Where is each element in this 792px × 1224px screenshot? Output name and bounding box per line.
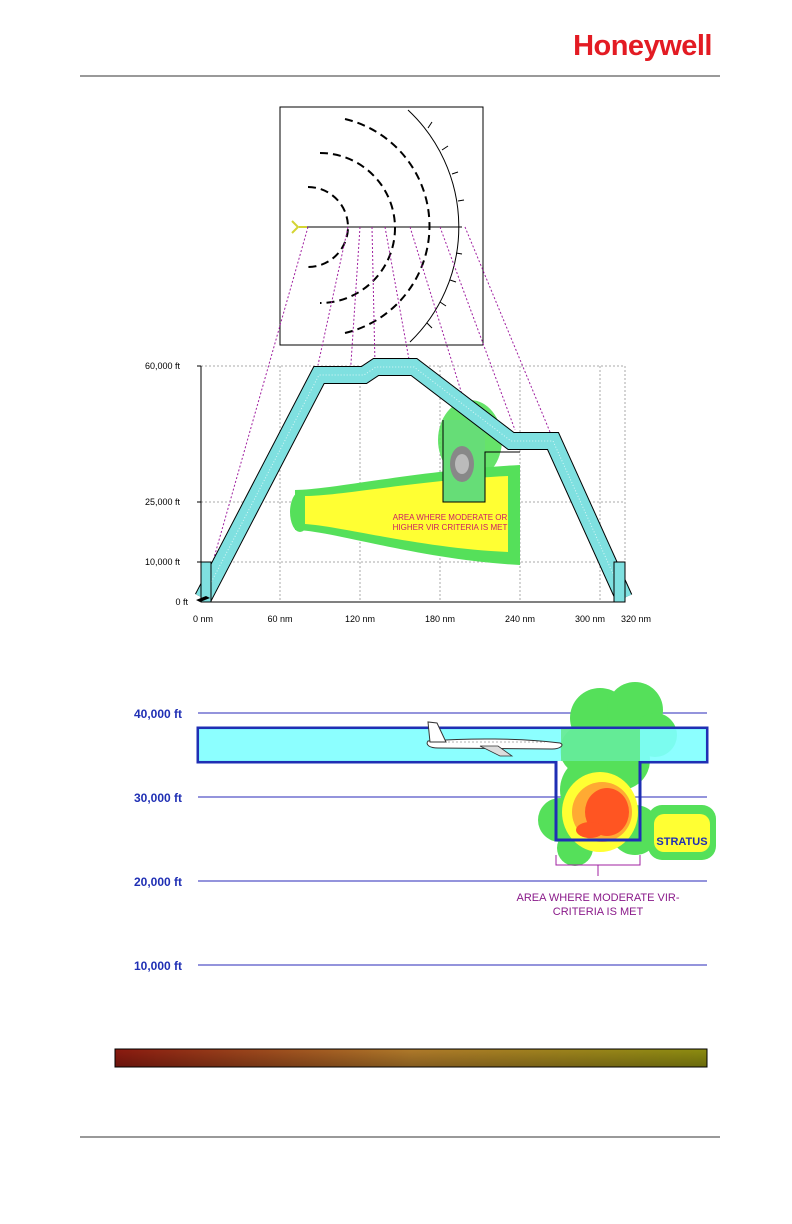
alt-label-30000: 30,000 ft (134, 791, 183, 805)
cross-section-diagram (134, 682, 716, 973)
y-label-10000: 10,000 ft (144, 557, 180, 567)
profile-chart (145, 361, 651, 624)
x-label-300: 300 nm (574, 614, 606, 624)
zone-note-line-2: HIGHER VIR CRITERIA IS MET (392, 523, 508, 532)
x-label-240: 240 nm (504, 614, 536, 624)
x-label-120: 120 nm (344, 614, 376, 624)
zone2-note-line-1: AREA WHERE MODERATE VIR- (516, 892, 680, 904)
x-label-0: 0 nm (192, 614, 214, 624)
arrival-corridor-stub (614, 562, 625, 602)
honeywell-logo: Honeywell (573, 30, 712, 62)
zone2-note-line-2: CRITERIA IS MET (552, 906, 644, 918)
y-ticks (197, 366, 201, 562)
x-label-60: 60 nm (267, 614, 293, 624)
y-label-60000: 60,000 ft (144, 361, 180, 371)
footer-divider (80, 1136, 720, 1138)
corridor-cloud-overlap (561, 729, 640, 761)
radar-panel (280, 107, 483, 345)
y-label-25000: 25,000 ft (144, 497, 180, 507)
x-label-320: 320 nm (620, 614, 652, 624)
alt-label-10000: 10,000 ft (134, 959, 183, 973)
radar-frame (280, 107, 483, 345)
x-label-180: 180 nm (424, 614, 456, 624)
y-label-0: 0 ft (175, 597, 188, 607)
stratus-layer (648, 805, 716, 860)
stratus-label: STRATUS (656, 836, 708, 848)
zone-note-line-1: AREA WHERE MODERATE OR (392, 513, 508, 522)
ground-strip-shade (115, 1049, 707, 1067)
alt-label-40000: 40,000 ft (134, 707, 183, 721)
alt-label-20000: 20,000 ft (134, 875, 183, 889)
